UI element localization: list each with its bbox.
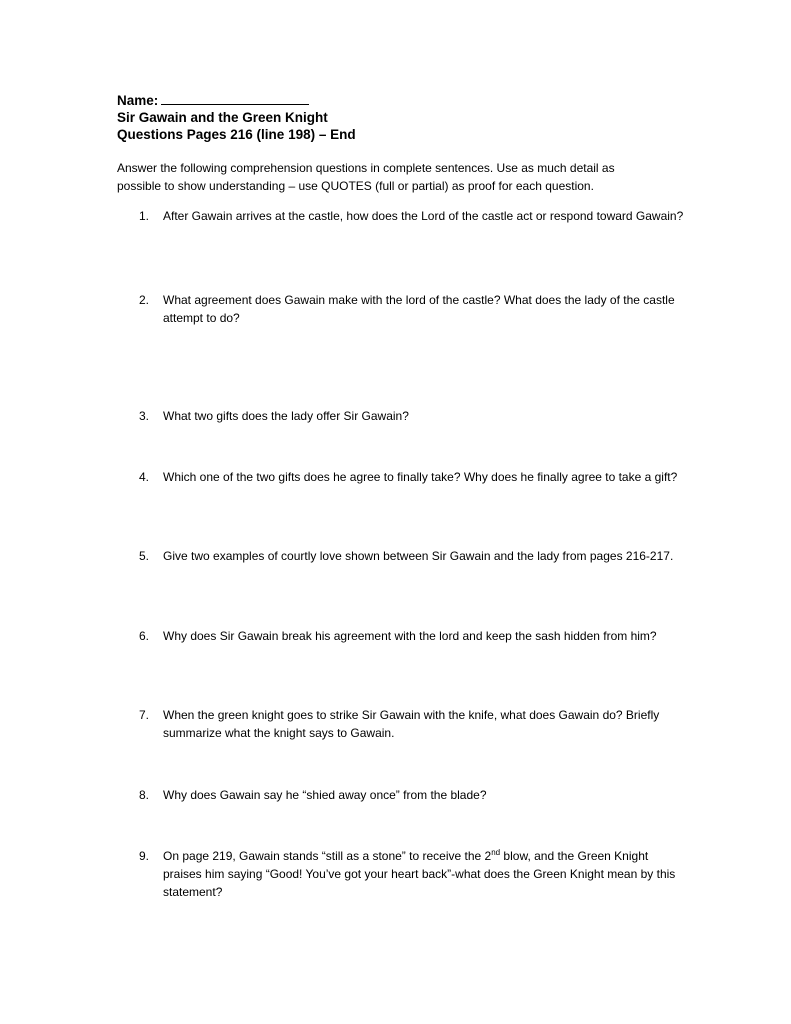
question-number: 5. (139, 549, 150, 563)
question-8 (139, 786, 684, 804)
question-number: 2. (139, 293, 150, 307)
question-text: After Gawain arrives at the castle, how does the Lord of the castle act or respond toward Gawain? (163, 209, 684, 223)
question-2 (139, 291, 684, 327)
worksheet-title: Sir Gawain and the Green Knight (117, 110, 328, 125)
question-number: 8. (139, 788, 150, 802)
question-number: 9. (139, 849, 150, 863)
name-label: Name: (117, 93, 159, 108)
question-number: 4. (139, 470, 150, 484)
question-text: What agreement does Gawain make with the lord of the castle? What does the lady of the castle attempt to do? (163, 293, 675, 325)
name-blank (161, 92, 309, 105)
question-3 (139, 407, 684, 425)
ordinal-superscript: nd (491, 848, 501, 857)
question-text: Why does Sir Gawain break his agreement with the lord and keep the sash hidden from him? (163, 629, 657, 643)
worksheet-subtitle: Questions Pages 216 (line 198) – End (117, 127, 356, 142)
question-6 (139, 627, 684, 645)
instructions-paragraph: Answer the following comprehension questions in complete sentences. Use as much detail as possible to show understanding – use QUOTES (full or partial) as proof for each question. (117, 161, 615, 193)
question-number: 3. (139, 409, 150, 423)
question-text-part: blow, and the Green Knight praises him saying “Good! You’ve got your heart back”-what does the Green Knight mean by this statement? (163, 849, 676, 899)
question-text: What two gifts does the lady offer Sir Gawain? (163, 409, 409, 423)
question-number: 1. (139, 209, 150, 223)
question-number: 7. (139, 708, 150, 722)
question-5 (139, 547, 684, 565)
question-text-part: On page 219, Gawain stands “still as a stone” to receive the 2 (163, 849, 492, 863)
question-text: Give two examples of courtly love shown between Sir Gawain and the lady from pages 216-217. (163, 549, 674, 563)
worksheet-header (117, 92, 356, 143)
question-text: When the green knight goes to strike Sir Gawain with the knife, what does Gawain do? Briefly summarize what the knight says to Gawain. (163, 708, 660, 740)
question-9 (139, 847, 684, 901)
question-1 (139, 207, 684, 225)
question-text (163, 847, 684, 901)
question-text: Which one of the two gifts does he agree to finally take? Why does he finally agree to take a gift? (163, 470, 678, 484)
name-line (117, 92, 356, 109)
question-7 (139, 706, 684, 742)
question-number: 6. (139, 629, 150, 643)
question-4 (139, 468, 684, 486)
question-text: Why does Gawain say he “shied away once” from the blade? (163, 788, 487, 802)
